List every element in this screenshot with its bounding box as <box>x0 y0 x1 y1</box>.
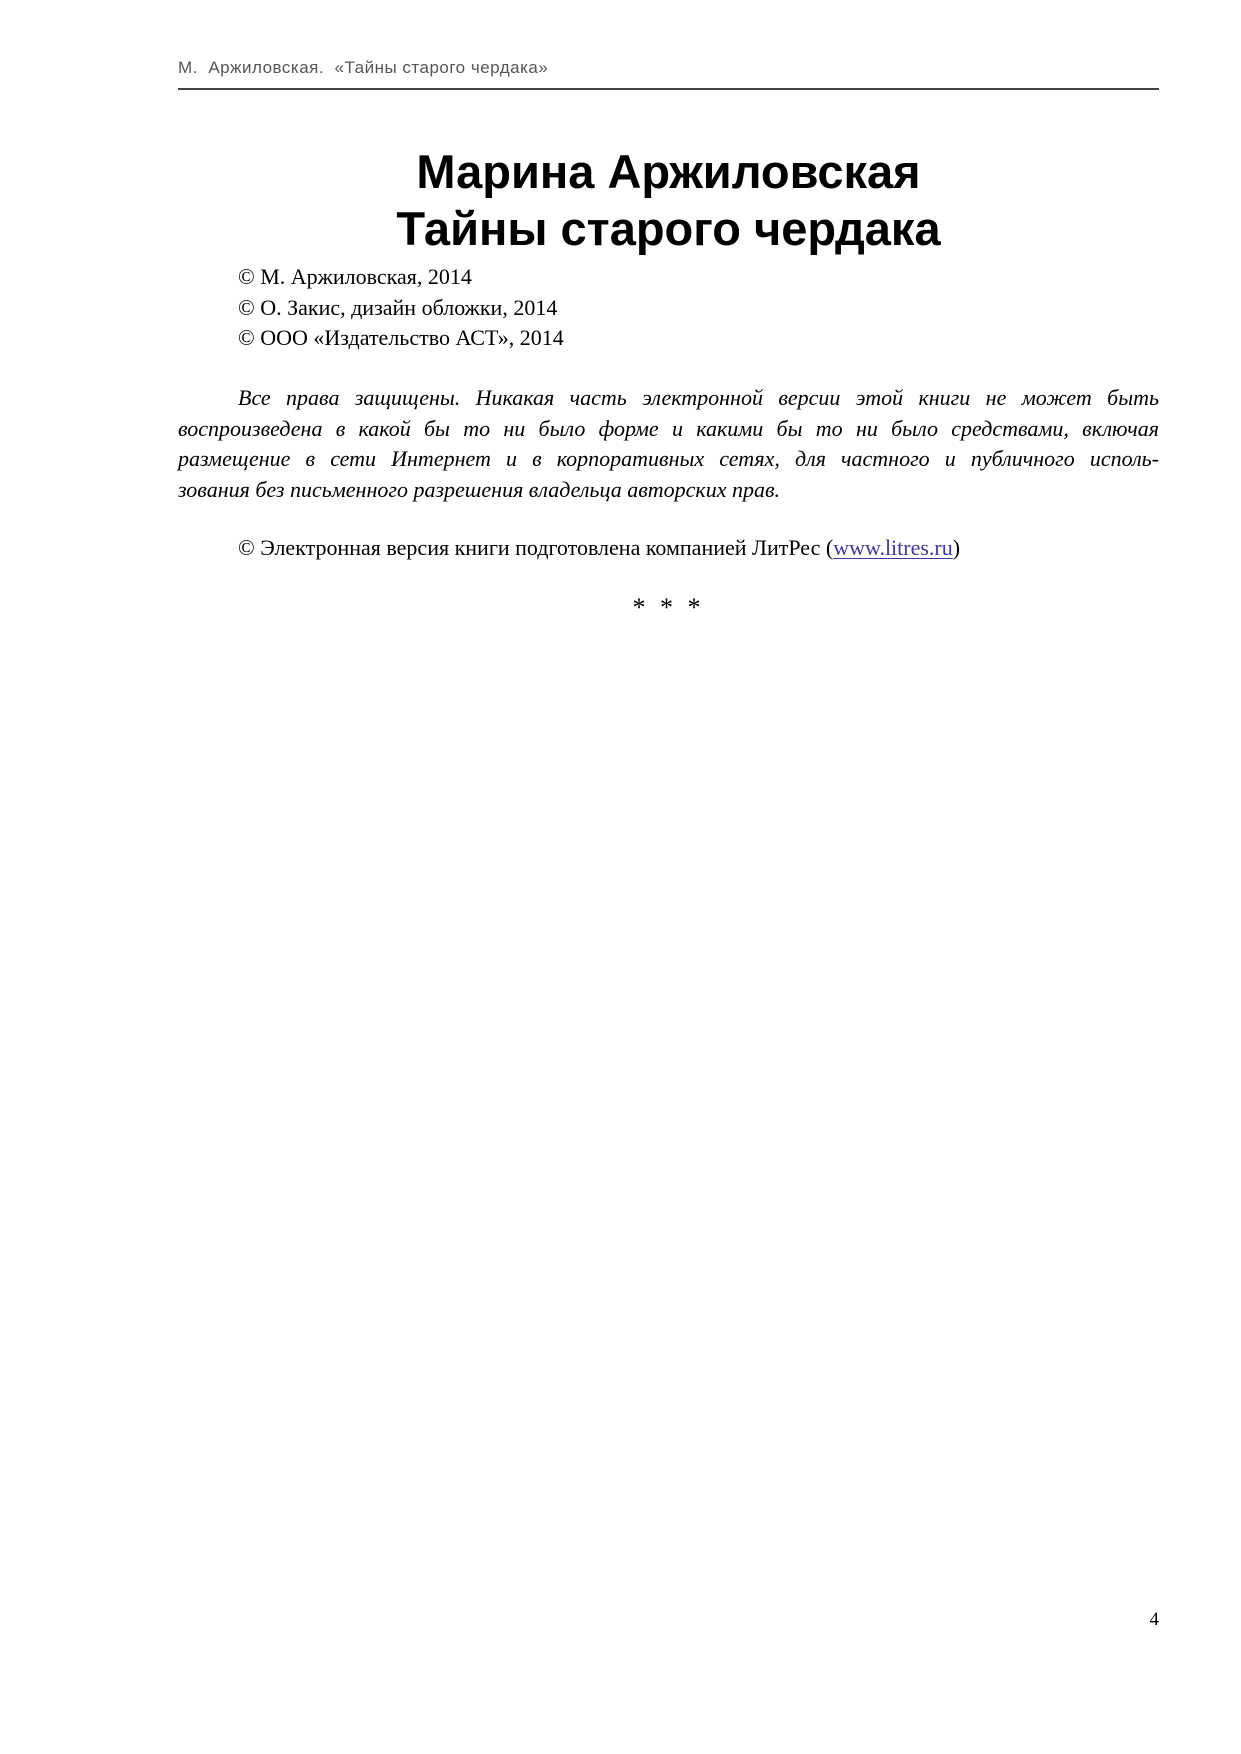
page-number: 4 <box>1149 1609 1159 1630</box>
litres-notice-text: © Электронная версия книги подготовлена компанией ЛитРес ( <box>238 535 834 560</box>
section-separator: * * * <box>632 593 705 622</box>
litres-notice-close: ) <box>952 535 961 560</box>
author-name: Марина Аржиловская <box>416 145 921 198</box>
rights-notice-line: воспроизведена в какой бы то ни было форме и какими бы то ни было средствами, включая <box>178 415 1159 441</box>
rights-notice <box>178 383 1159 505</box>
rights-notice-line: размещение в сети Интернет и в корпоративных сетях, для частного и публичного исполь- <box>178 446 1159 471</box>
copyright-line: © М. Аржиловская, 2014 <box>238 264 472 289</box>
header-divider <box>178 88 1159 90</box>
rights-notice-line: зования без письменного разрешения владельца авторских прав. <box>178 476 781 502</box>
copyright-line: © ООО «Издательство АСТ», 2014 <box>238 325 564 350</box>
running-header: М. Аржиловская. «Тайны старого чердака» <box>178 58 549 77</box>
copyright-line: © О. Закис, дизайн обложки, 2014 <box>238 294 558 320</box>
rights-notice-line: Все права защищены. Никакая часть электронной версии этой книги не может быть <box>238 385 1159 410</box>
copyright-list <box>238 262 564 354</box>
litres-notice <box>238 533 960 563</box>
litres-link[interactable]: www.litres.ru <box>833 535 953 560</box>
book-title: Тайны старого чердака <box>396 202 941 255</box>
title-block <box>178 143 1159 257</box>
